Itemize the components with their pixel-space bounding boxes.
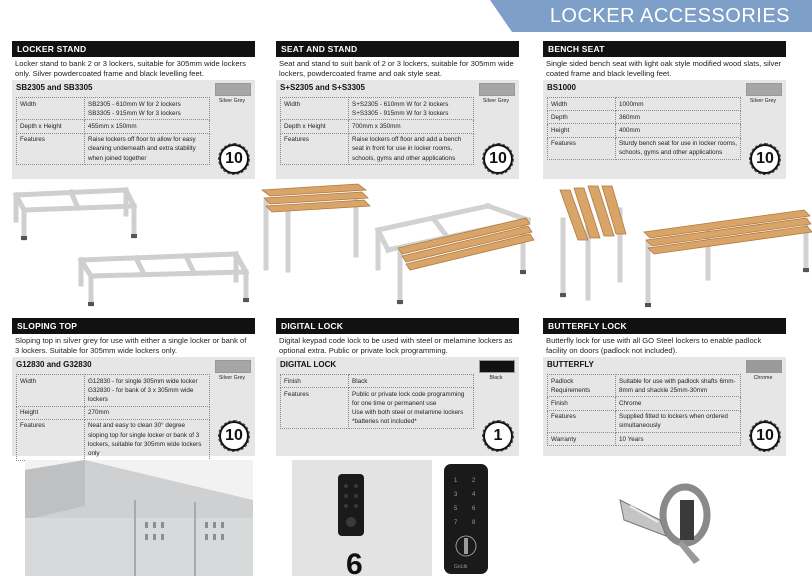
svg-text:6: 6: [472, 506, 476, 512]
spec-key: Width: [17, 375, 85, 407]
spec-table: [547, 374, 741, 446]
spec-value: 400mm: [616, 124, 741, 137]
card-title: BUTTERFLY LOCK: [543, 318, 786, 334]
locker-stand-card: [12, 41, 255, 179]
warranty-years: 1: [493, 427, 503, 444]
spec-row: [548, 410, 741, 432]
spec-row: [281, 375, 474, 388]
card-title: SLOPING TOP: [12, 318, 255, 334]
spec-key: Features: [281, 388, 349, 429]
bench-seat-photo: [548, 180, 812, 315]
warranty-badge: [483, 421, 513, 451]
spec-value: Sturdy bench seat for use in locker rooms, schools, gyms and other applications: [616, 137, 741, 159]
spec-row: [548, 433, 741, 446]
card-description: Sloping top in silver grey for use with either a single locker or bank of 3 lockers. Suitable for 305mm wide lockers only.: [15, 336, 247, 355]
svg-text:5: 5: [454, 506, 458, 512]
product-code: DIGITAL LOCK: [280, 360, 337, 369]
digital-lock-closeup-photo: [438, 460, 494, 576]
digital-lock-photo: [292, 460, 432, 576]
spec-value: SB2305 - 610mm W for 2 lockers SB3305 - 915mm W for 3 lockers: [85, 98, 210, 120]
finish-swatch: [746, 360, 782, 373]
spec-row: [548, 111, 741, 124]
card-title: SEAT AND STAND: [276, 41, 519, 57]
spec-panel: [276, 80, 519, 179]
spec-row: [281, 388, 474, 429]
finish-swatch: [479, 83, 515, 96]
digital-lock-card: [276, 318, 519, 456]
spec-key: Padlock Requirements: [548, 375, 616, 397]
spec-key: Depth x Height: [17, 120, 85, 133]
card-title: DIGITAL LOCK: [276, 318, 519, 334]
svg-text:8: 8: [472, 520, 476, 526]
spec-value: 700mm x 350mm: [349, 120, 474, 133]
spec-key: Features: [548, 137, 616, 159]
spec-panel: [543, 80, 786, 179]
seat-and-stand-card: [276, 41, 519, 179]
spec-value: Raise lockers off floor to allow for easy cleaning underneath and extra stability when joined together: [85, 133, 210, 165]
warranty-badge: [483, 144, 513, 174]
product-code: G12830 and G32830: [16, 360, 92, 369]
banner-tab: [512, 0, 812, 32]
spec-key: Height: [17, 406, 85, 419]
spec-value: Neat and easy to clean 30° degree sloping top for single locker or bank of 3 lockers, suitable for 305mm wide lockers only: [85, 419, 210, 460]
spec-key: Height: [548, 124, 616, 137]
spec-key: Width: [548, 98, 616, 111]
spec-row: [281, 120, 474, 133]
spec-key: Warranty: [548, 433, 616, 446]
warranty-badge-ring: [482, 420, 514, 452]
warranty-badge: [219, 144, 249, 174]
spec-value: 10 Years: [616, 433, 741, 446]
sloping-top-photo: [25, 460, 253, 576]
warranty-badge: [750, 421, 780, 451]
spec-value: Public or private lock code programming for one time or permanent use Use with both steel or melamine lockers *batteries not included*: [349, 388, 474, 429]
sloping-top-card: [12, 318, 255, 456]
spec-value: Supplied fitted to lockers when ordered simultaneously: [616, 410, 741, 432]
spec-value: Raise lockers off floor and add a bench seat in front for use in locker rooms, schools, gyms and other applications: [349, 133, 474, 165]
spec-row: [17, 406, 210, 419]
card-description: Single sided bench seat with light oak style modified wood slats, silver coated frame and black levelling feet.: [546, 59, 782, 78]
locker-stand-photo: [6, 180, 256, 315]
warranty-years: 10: [489, 150, 507, 167]
spec-row: [548, 98, 741, 111]
svg-text:3: 3: [454, 492, 458, 498]
product-code: SB2305 and SB3305: [16, 83, 93, 92]
spec-key: Features: [548, 410, 616, 432]
finish-swatch: [215, 83, 251, 96]
spec-table: [280, 374, 474, 429]
spec-value: Suitable for use with padlock shafts 6mm-8mm and shackle 25mm-30mm: [616, 375, 741, 397]
finish-label: Chrome: [753, 375, 773, 381]
warranty-badge-ring: [749, 420, 781, 452]
spec-panel: [543, 357, 786, 456]
spec-table: [547, 97, 741, 160]
warranty-years: 10: [756, 150, 774, 167]
page-title: LOCKER ACCESSORIES: [549, 5, 790, 27]
spec-value: S+S2305 - 610mm W for 2 lockers S+S3305 - 915mm W for 3 lockers: [349, 98, 474, 120]
lock-brand-text: GoLib: [454, 564, 468, 570]
spec-value: G12830 - for single 305mm wide locker G32830 - for bank of 3 x 305mm wide lockers: [85, 375, 210, 407]
seat-and-stand-photo: [258, 180, 536, 315]
spec-key: Depth: [548, 111, 616, 124]
butterfly-lock-photo: [600, 470, 730, 570]
spec-key: Finish: [548, 397, 616, 410]
butterfly-lock-card: [543, 318, 786, 456]
spec-value: Chrome: [616, 397, 741, 410]
page-banner: [0, 0, 812, 32]
spec-panel: [12, 357, 255, 456]
spec-row: [17, 98, 210, 120]
spec-row: [17, 419, 210, 460]
warranty-badge-ring: [218, 143, 250, 175]
finish-label: Silver Grey: [482, 98, 510, 104]
spec-value: 270mm: [85, 406, 210, 419]
card-title: LOCKER STAND: [12, 41, 255, 57]
product-code: BUTTERFLY: [547, 360, 594, 369]
svg-text:4: 4: [472, 492, 476, 498]
warranty-badge: [750, 144, 780, 174]
locker-number-text: 6: [346, 548, 363, 576]
spec-key: Features: [281, 133, 349, 165]
spec-table: [280, 97, 474, 165]
warranty-badge-ring: [482, 143, 514, 175]
warranty-badge-ring: [218, 420, 250, 452]
svg-text:1: 1: [454, 478, 458, 484]
spec-row: [281, 133, 474, 165]
product-code: BS1000: [547, 83, 576, 92]
finish-label: Silver Grey: [218, 375, 246, 381]
spec-table: [16, 374, 210, 461]
spec-key: Finish: [281, 375, 349, 388]
finish-label: Black: [489, 375, 503, 381]
card-title: BENCH SEAT: [543, 41, 786, 57]
finish-label: Silver Grey: [749, 98, 777, 104]
spec-value: Black: [349, 375, 474, 388]
spec-key: Features: [17, 133, 85, 165]
spec-key: Width: [281, 98, 349, 120]
spec-value: 1000mm: [616, 98, 741, 111]
spec-value: 360mm: [616, 111, 741, 124]
spec-row: [548, 124, 741, 137]
spec-table: [16, 97, 210, 165]
spec-row: [548, 397, 741, 410]
finish-swatch: [479, 360, 515, 373]
spec-key: Depth x Height: [281, 120, 349, 133]
product-code: S+S2305 and S+S3305: [280, 83, 365, 92]
finish-label: Silver Grey: [218, 98, 246, 104]
spec-panel: [12, 80, 255, 179]
spec-row: [548, 137, 741, 159]
svg-text:7: 7: [454, 520, 458, 526]
warranty-years: 10: [756, 427, 774, 444]
svg-text:2: 2: [472, 478, 476, 484]
spec-row: [17, 120, 210, 133]
warranty-years: 10: [225, 427, 243, 444]
spec-value: 455mm x 150mm: [85, 120, 210, 133]
card-description: Locker stand to bank 2 or 3 lockers, suitable for 305mm wide lockers only. Silver powdercoated frame and black levelling feet.: [15, 59, 246, 78]
warranty-badge-ring: [749, 143, 781, 175]
finish-swatch: [746, 83, 782, 96]
card-description: Digital keypad code lock to be used with steel or melamine lockers as optional extra. Public or private lock programming.: [279, 336, 513, 355]
spec-row: [17, 133, 210, 165]
spec-row: [281, 98, 474, 120]
finish-swatch: [215, 360, 251, 373]
warranty-badge: [219, 421, 249, 451]
card-description: Butterfly lock for use with all GO Steel lockers to enable padlock facility on doors (padlock not included).: [546, 336, 762, 355]
spec-key: Features: [17, 419, 85, 460]
spec-panel: [276, 357, 519, 456]
spec-row: [548, 375, 741, 397]
warranty-years: 10: [225, 150, 243, 167]
card-description: Seat and stand to suit bank of 2 or 3 lockers, suitable for 305mm wide lockers, powdercoated frame and oak style seat.: [279, 59, 514, 78]
spec-row: [17, 375, 210, 407]
bench-seat-card: [543, 41, 786, 179]
spec-key: Width: [17, 98, 85, 120]
